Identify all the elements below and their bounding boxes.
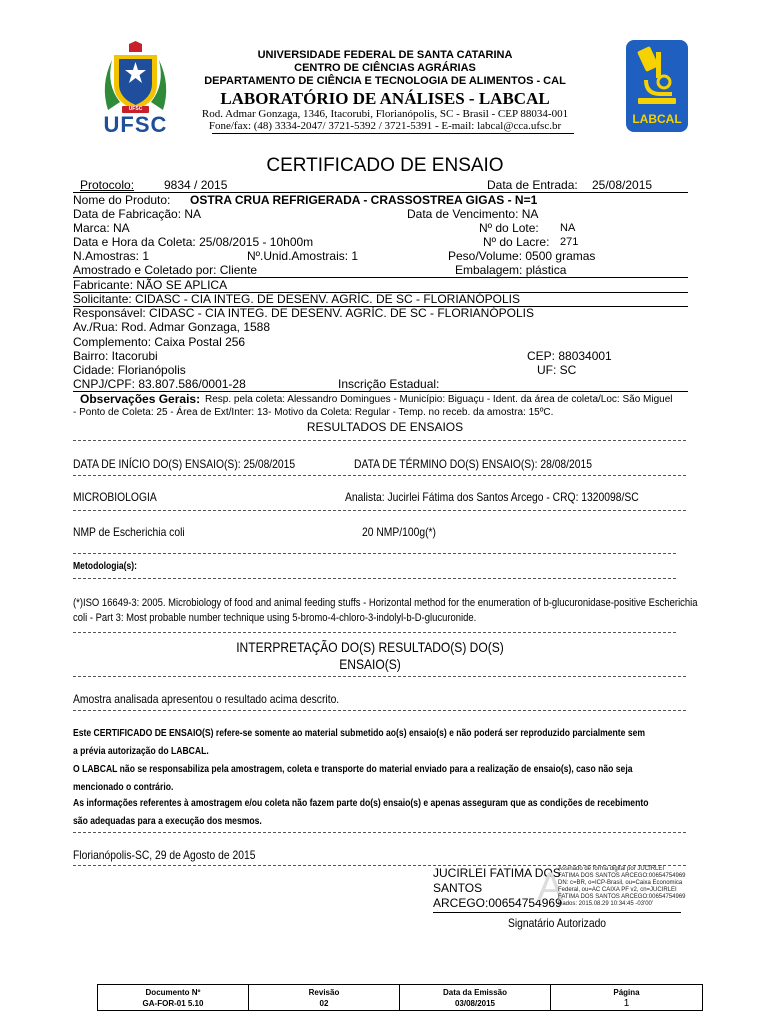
- labcal-logo-text: LABCAL: [632, 112, 682, 126]
- results-divider-6: [73, 632, 676, 633]
- sampled-by: Amostrado e Coletado por: Cliente: [73, 263, 258, 277]
- results-divider-1: [73, 440, 686, 441]
- district: Bairro: Itacorubi: [73, 349, 158, 363]
- signature-underline: [433, 912, 681, 913]
- footer-revision-value: 02: [319, 999, 329, 1008]
- signer-name-line-2: SANTOS: [433, 881, 483, 895]
- digital-signature-line-4: Federal, ou=AC CAIXA PF v2, cn=JUCIRLEI: [558, 887, 677, 893]
- signer-role: Signatário Autorizado: [507, 916, 607, 930]
- footer-revision-label: Revisão: [308, 988, 340, 997]
- footer-emission-label: Data da Emissão: [442, 988, 508, 997]
- disclaimer-line-6: são adequadas para a execução dos mesmos.: [73, 816, 262, 827]
- date-place: Florianópolis-SC, 29 de Agosto de 2015: [73, 848, 256, 862]
- state-registration: Inscrição Estadual:: [338, 377, 440, 391]
- entry-date-label: Data de Entrada:: [487, 178, 578, 192]
- product-name: OSTRA CRUA REFRIGERADA - CRASSOSTREA GIGAS - N=1: [190, 193, 538, 207]
- signer-name-line-3: ARCEGO:00654754969: [433, 896, 562, 910]
- test-start-date: DATA DE INÍCIO DO(S) ENSAIO(S): 25/08/2015: [73, 457, 296, 471]
- brand: Marca: NA: [73, 221, 130, 235]
- header-contact: Fone/fax: (48) 3334-2047/ 3721-5392 / 3721-5391 - E-mail: labcal@cca.ufsc.br: [208, 120, 562, 132]
- header-lab-name: LABORATÓRIO DE ANÁLISES - LABCAL: [220, 89, 550, 108]
- footer-document-value: GA-FOR-01 5.10: [142, 999, 204, 1008]
- digital-signature-line-5: FATIMA DOS SANTOS ARCEGO:00654754969: [558, 894, 686, 900]
- footer-document-cell: [98, 985, 249, 1010]
- methodology-line-2: coli - Part 3: Most probable number technique using 5-bromo-4-chloro-3-indolyl-b-D-glucuronide.: [73, 612, 477, 624]
- footer-document-label: Documento Nº: [145, 988, 201, 997]
- footer-emission-value: 03/08/2015: [454, 999, 496, 1008]
- digital-signature-line-2: FATIMA DOS SANTOS ARCEGO:00654754969: [558, 873, 686, 879]
- digital-signature-line-1: Assinado de forma digital por JUCIRLEI: [558, 866, 665, 872]
- complement: Complemento: Caixa Postal 256: [73, 335, 246, 349]
- tax-id: CNPJ/CPF: 83.807.586/0001-28: [73, 377, 246, 391]
- interpretation-heading-1: INTERPRETAÇÃO DO(S) RESULTADO(S) DO(S): [236, 639, 504, 655]
- seal-value: 271: [560, 236, 579, 248]
- expiration-date: Data de Vencimento: NA: [407, 207, 539, 221]
- interpretation-divider-1: [73, 676, 686, 677]
- product-label: Nome do Produto:: [73, 193, 171, 207]
- footer-page-cell: [551, 985, 702, 1010]
- results-divider-2: [73, 475, 686, 476]
- header-center: CENTRO DE CIÊNCIAS AGRÁRIAS: [294, 62, 476, 74]
- seal-label: Nº do Lacre:: [483, 235, 550, 249]
- sample-count: N.Amostras: 1: [73, 249, 150, 263]
- ufsc-logo: [98, 40, 173, 135]
- disclaimer-line-1: Este CERTIFICADO DE ENSAIO(S) refere-se somente ao material submetido ao(s) ensaio(s) e não poderá ser reproduzido parcialmente sem: [73, 728, 646, 739]
- microscope-icon: [626, 40, 688, 110]
- signer-name-line-1: JUCIRLEI FATIMA DOS: [433, 866, 561, 880]
- test-result: 20 NMP/100g(*): [362, 525, 437, 539]
- footer-page-label: Página: [613, 988, 640, 997]
- methodology-line-1: (*)ISO 16649-3: 2005. Microbiology of food and animal feeding stuffs - Horizontal method for the enumeration of b-glucuronidase-positive Escherichia: [73, 597, 698, 609]
- header-divider: [212, 133, 574, 134]
- interpretation-heading-2: ENSAIO(S): [339, 656, 401, 672]
- lot-label: Nº do Lote:: [479, 221, 539, 235]
- observations-line-1: Resp. pela coleta: Alessandro Domingues - Município: Biguaçu - Ident. da área de coleta/Loc: São Miguel: [205, 394, 673, 405]
- observations-line-2: - Ponto de Coleta: 25 - Área de Ext/Inter: 13- Motivo da Coleta: Regular - Temp. no receb. da amostra: 15ºC.: [73, 407, 554, 418]
- disclaimer-line-4: mencionado o contrário.: [73, 782, 174, 793]
- analyst: Analista: Jucirlei Fátima dos Santos Arcego - CRQ: 1320098/SC: [345, 490, 639, 504]
- zip-code: CEP: 88034001: [527, 349, 612, 363]
- methodology-label: Metodologia(s):: [73, 561, 138, 572]
- digital-signature-line-3: DN: c=BR, o=ICP-Brasil, ou=Caixa Economica: [558, 880, 683, 886]
- disclaimer-line-2: a prévia autorização do LABCAL.: [73, 746, 209, 757]
- certificate-title: CERTIFICADO DE ENSAIO: [266, 155, 504, 176]
- observations-label: Observações Gerais:: [80, 392, 201, 406]
- section-microbiology: MICROBIOLOGIA: [73, 490, 157, 504]
- packaging: Embalagem: plástica: [455, 263, 567, 277]
- ufsc-logo-text: UFSC: [103, 112, 168, 137]
- protocol-label: Protocolo:: [80, 178, 135, 192]
- weight-volume: Peso/Volume: 0500 gramas: [448, 249, 596, 263]
- ufsc-logo-banner: UFSC: [128, 106, 143, 112]
- results-divider-4: [73, 553, 676, 554]
- test-name: NMP de Escherichia coli: [73, 525, 185, 539]
- interpretation-divider-2: [73, 710, 686, 711]
- entry-date-value: 25/08/2015: [592, 178, 653, 192]
- sample-units: Nº.Unid.Amostrais: 1: [247, 249, 359, 263]
- requester: Solicitante: CIDASC - CIA INTEG. DE DESENV. AGRÍC. DE SC - FLORIANÓPOLIS: [73, 292, 521, 306]
- disclaimer-line-3: O LABCAL não se responsabiliza pela amostragem, coleta e transporte do material enviado para a realização de ensaio(s), caso não seja: [73, 764, 633, 775]
- header-university: UNIVERSIDADE FEDERAL DE SANTA CATARINA: [257, 49, 513, 61]
- footer-emission-cell: [400, 985, 551, 1010]
- results-heading: RESULTADOS DE ENSAIOS: [306, 420, 464, 434]
- protocol-value: 9834 / 2015: [164, 178, 228, 192]
- footer-page-value: 1: [623, 998, 630, 1009]
- signature-watermark-icon: A: [537, 865, 564, 909]
- test-end-date: DATA DE TÉRMINO DO(S) ENSAIO(S): 28/08/2015: [354, 457, 593, 471]
- results-divider-5: [73, 578, 676, 579]
- manufacturer: Fabricante: NÃO SE APLICA: [73, 278, 228, 292]
- interpretation-text: Amostra analisada apresentou o resultado acima descrito.: [73, 692, 340, 706]
- collection-datetime: Data e Hora da Coleta: 25/08/2015 - 10h00m: [73, 235, 314, 249]
- document-footer-table: [97, 984, 703, 1011]
- disclaimer-line-5: As informações referentes à amostragem e/ou coleta não fazem parte do(s) ensaio(s) e apenas asseguram que as condições de recebimento: [73, 798, 649, 809]
- results-divider-3: [73, 510, 686, 511]
- disclaimer-divider: [73, 832, 686, 833]
- state: UF: SC: [537, 363, 577, 377]
- city: Cidade: Florianópolis: [73, 363, 186, 377]
- lot-value: NA: [560, 222, 576, 234]
- responsible: Responsável: CIDASC - CIA INTEG. DE DESENV. AGRÍC. DE SC - FLORIANÓPOLIS: [73, 306, 535, 320]
- header-department: DEPARTAMENTO DE CIÊNCIA E TECNOLOGIA DE ALIMENTOS - CAL: [204, 75, 566, 87]
- street: Av./Rua: Rod. Admar Gonzaga, 1588: [73, 320, 271, 334]
- footer-revision-cell: [249, 985, 400, 1010]
- digital-signature-line-6: Dados: 2015.08.29 10:34:45 -03'00': [558, 901, 654, 907]
- manufacture-date: Data de Fabricação: NA: [73, 207, 202, 221]
- labcal-logo: [626, 40, 688, 132]
- header-address: Rod. Admar Gonzaga, 1346, Itacorubi, Florianópolis, SC - Brasil - CEP 88034-001: [201, 108, 569, 120]
